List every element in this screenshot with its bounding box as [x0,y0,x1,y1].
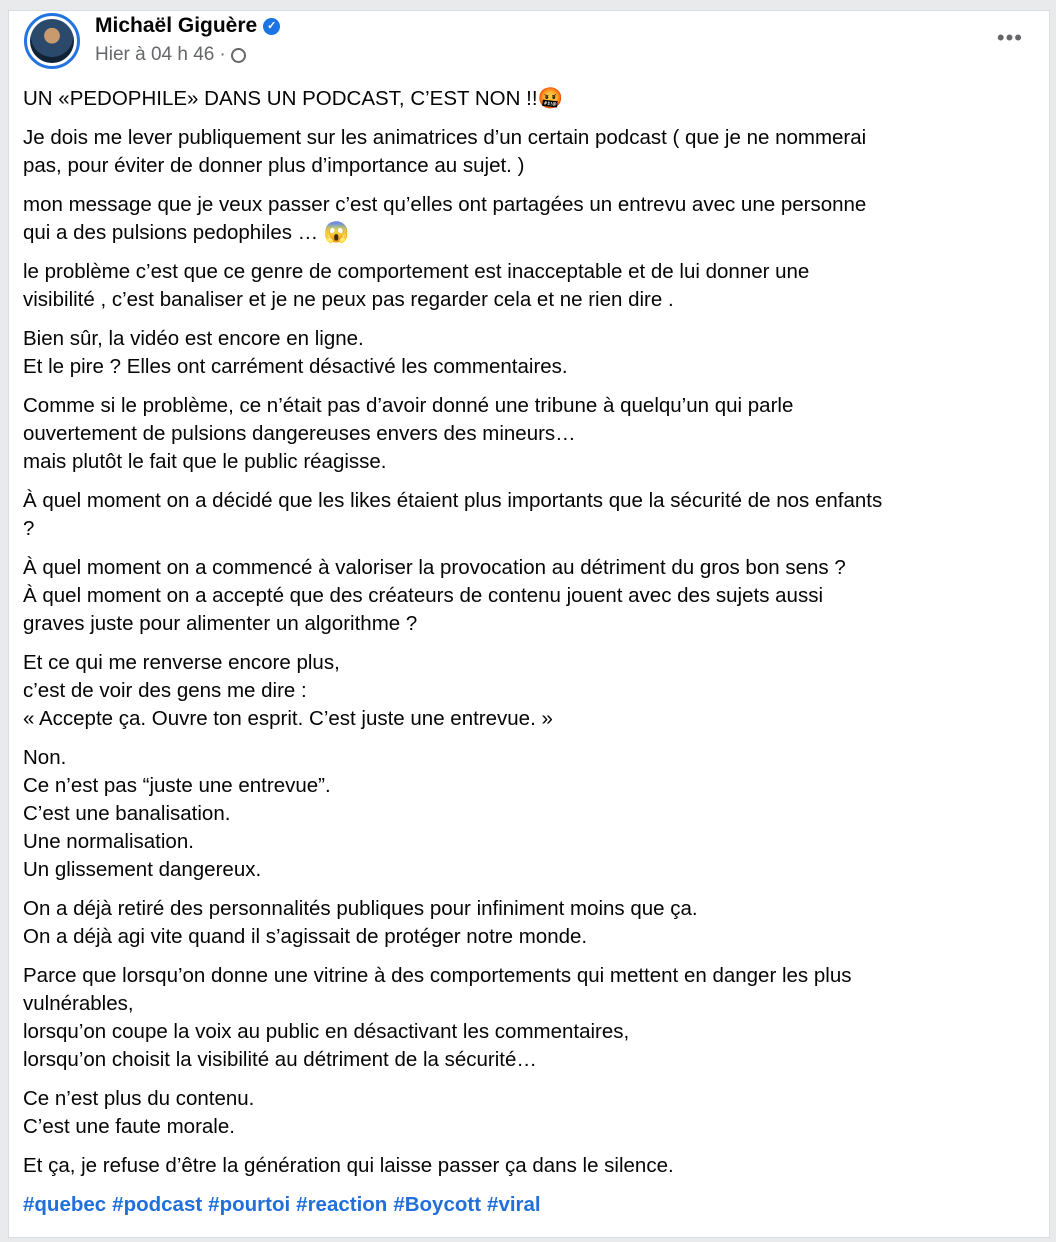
avatar-image [30,19,74,63]
post-paragraph [23,1152,882,1180]
paragraph-line: On a déjà agi vite quand il s’agissait de protéger notre monde. [23,925,588,948]
hashtag-link[interactable]: #podcast [112,1193,203,1216]
post-paragraph [23,744,882,884]
paragraph-line: le problème c’est que ce genre de comportement est inacceptable et de lui donner une [23,260,810,283]
post-paragraph [23,962,882,1074]
author-name[interactable]: Michaël Giguère [95,14,258,37]
paragraph-line: C’est une banalisation. [23,802,231,825]
paragraph-line: visibilité , c’est banaliser et je ne peux pas regarder cela et ne rien dire . [23,288,674,311]
paragraph-line: Et ce qui me renverse encore plus, [23,651,340,674]
post-paragraph [23,392,882,476]
paragraph-line: Parce que lorsqu’on donne une vitrine à des comportements qui mettent en danger les plus [23,964,852,987]
paragraph-line: Ce n’est plus du contenu. [23,1087,255,1110]
hashtag-link[interactable]: #Boycott [393,1193,482,1216]
paragraph-line: graves juste pour alimenter un algorithme ? [23,612,418,635]
more-options-icon[interactable]: ••• [996,25,1023,50]
paragraph-line: Et le pire ? Elles ont carrément désactivé les commentaires. [23,355,568,378]
paragraph-line: Et ça, je refuse d’être la génération qui laisse passer ça dans le silence. [23,1154,674,1177]
paragraph-line: mon message que je veux passer c’est qu’elles ont partagées un entrevu avec une personne [23,193,867,216]
post-paragraph [23,258,882,314]
post-body [23,85,882,1230]
post-paragraph [23,487,882,543]
post-paragraph [23,554,882,638]
paragraph-line: À quel moment on a commencé à valoriser la provocation au détriment du gros bon sens ? [23,556,846,579]
paragraph-line: On a déjà retiré des personnalités publiques pour infiniment moins que ça. [23,897,698,920]
meta-separator: · [219,44,226,65]
post-paragraph [23,191,882,247]
paragraph-line: À quel moment on a accepté que des créateurs de contenu jouent avec des sujets aussi [23,584,824,607]
paragraph-line: C’est une faute morale. [23,1115,235,1138]
globe-icon [231,48,246,63]
post-paragraph [23,649,882,733]
paragraph-line: qui a des pulsions pedophiles … 😱 [23,221,350,244]
hashtags [23,1191,882,1219]
hashtag-link[interactable]: #pourtoi [208,1193,291,1216]
post-meta [95,44,246,66]
post-paragraph [23,85,882,113]
avatar[interactable] [24,13,80,69]
post-paragraph [23,895,882,951]
post-paragraph [23,325,882,381]
paragraph-line: mais plutôt le fait que le public réagisse. [23,450,387,473]
paragraph-line: Comme si le problème, ce n’était pas d’avoir donné une tribune à quelqu’un qui parle [23,394,794,417]
paragraph-line: lorsqu’on coupe la voix au public en désactivant les commentaires, [23,1020,630,1043]
paragraph-line: pas, pour éviter de donner plus d’importance au sujet. ) [23,154,525,177]
paragraph-line: Je dois me lever publiquement sur les animatrices d’un certain podcast ( que je ne nommerai [23,126,867,149]
hashtag-link[interactable]: #reaction [296,1193,388,1216]
hashtag-link[interactable]: #viral [487,1193,541,1216]
verified-badge-icon: ✓ [263,18,280,35]
paragraph-line: Non. [23,746,67,769]
post-paragraph [23,124,882,180]
paragraph-line: lorsqu’on choisit la visibilité au détriment de la sécurité… [23,1048,537,1071]
timestamp[interactable]: Hier à 04 h 46 [95,44,215,65]
paragraph-line: Bien sûr, la vidéo est encore en ligne. [23,327,364,350]
paragraph-line: vulnérables, [23,992,134,1015]
post-card [8,10,1050,1238]
paragraph-line: ? [23,517,35,540]
post-paragraph [23,1085,882,1141]
paragraph-line: Un glissement dangereux. [23,858,262,881]
paragraph-line: Une normalisation. [23,830,194,853]
author-name-row [95,14,280,38]
paragraph-line: UN «PEDOPHILE» DANS UN PODCAST, C’EST NON !!🤬 [23,87,564,110]
paragraph-line: « Accepte ça. Ouvre ton esprit. C’est juste une entrevue. » [23,707,553,730]
hashtag-link[interactable]: #quebec [23,1193,107,1216]
paragraph-line: Ce n’est pas “juste une entrevue”. [23,774,331,797]
paragraph-line: ouvertement de pulsions dangereuses envers des mineurs… [23,422,576,445]
paragraph-line: c’est de voir des gens me dire : [23,679,307,702]
paragraph-line: À quel moment on a décidé que les likes étaient plus importants que la sécurité de nos enfants [23,489,883,512]
